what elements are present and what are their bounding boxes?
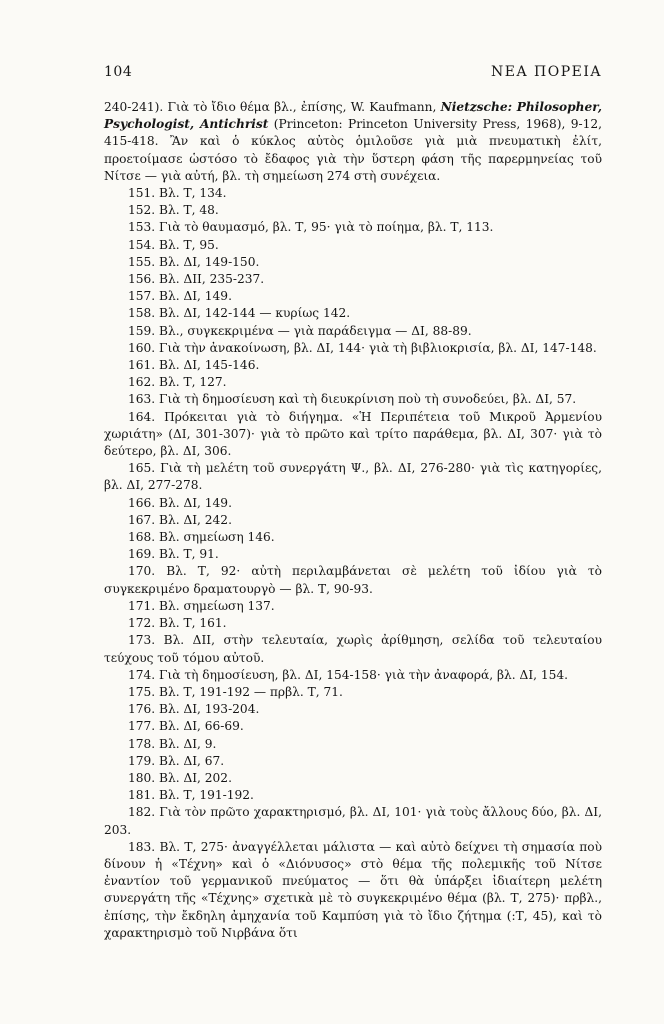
footnote: 178. Βλ. ΔΙ, 9. xyxy=(128,736,217,751)
footnote: 166. Βλ. ΔΙ, 149. xyxy=(128,495,232,510)
footnote: 173. Βλ. ΔΙΙ, στὴν τελευταία, χωρὶς ἀρίθμηση, σελίδα τοῦ τελευταίου τεύχους τοῦ τόμου αὐτοῦ. xyxy=(104,633,602,665)
running-header xyxy=(104,64,602,84)
footnote: 169. Βλ. Τ, 91. xyxy=(128,547,219,562)
journal-title: ΝΕΑ ΠΟΡΕΙΑ xyxy=(491,64,602,80)
footnote: 181. Βλ. Τ, 191-192. xyxy=(128,788,254,803)
footnote: 152. Βλ. Τ, 48. xyxy=(128,203,219,218)
footnote: 158. Βλ. ΔΙ, 142-144 — κυρίως 142. xyxy=(128,306,351,321)
page-number: 104 xyxy=(104,64,133,80)
footnote: 176. Βλ. ΔΙ, 193-204. xyxy=(128,702,260,717)
footnote: 179. Βλ. ΔΙ, 67. xyxy=(128,753,225,768)
footnote: 156. Βλ. ΔΙΙ, 235-237. xyxy=(128,272,265,287)
footnote: 165. Γιὰ τὴ μελέτη τοῦ συνεργάτη Ψ., βλ. ΔΙ, 276-280· γιὰ τὶς κατηγορίες, βλ. ΔΙ, 277-278. xyxy=(104,461,602,493)
continued-note-text-2: (Princeton: Princeton University Press, 1968), 9-12, 415-418. Ἂν καὶ ὁ κύκλος αὐτὸς ὁμιλοῦσε γιὰ μιὰ πνευματικὴ ἐλίτ, προετοίμασε ὡστόσο τὸ ἔδαφος γιὰ τὴν ὕστερη φάση τῆς παρερμηνείας τοῦ Νίτσε — γιὰ αὐτή, βλ. τὴ σημείωση 274 στὴ συνέχεια. xyxy=(104,117,603,183)
footnote: 171. Βλ. σημείωση 137. xyxy=(128,598,275,613)
footnote: 183. Βλ. Τ, 275· ἀναγγέλλεται μάλιστα — καὶ αὐτὸ δείχνει τὴ σημασία ποὺ δίνουν ἡ «Τέχνη» καὶ ὁ «Διόνυσος» στὸ θέμα τῆς πολεμικῆς τοῦ Νίτσε ἐναντίον τοῦ γερμανικοῦ πνεύματος — ὅτι θὰ ὑπάρξει ἰδιαίτερη μελέτη συνεργάτη τῆς «Τέχνης» σχετικὰ μὲ τὸ συγκεκριμένο θέμα (βλ. Τ, 275)· πρβλ., ἐπίσης, τὴν ἔκδηλη ἀμηχανία τοῦ Καμπύση γιὰ τὸ ἴδιο ζήτημα (:Τ, 45), καὶ τὸ χαρακτηρισμὸ τοῦ Νιρβάνα ὅτι xyxy=(104,839,602,940)
footnotes-body xyxy=(104,99,602,942)
footnote: 170. Βλ. Τ, 92· αὐτὴ περιλαμβάνεται σὲ μελέτη τοῦ ἰδίου γιὰ τὸ συγκεκριμένο δραματουργὸ — βλ. Τ, 90-93. xyxy=(104,564,602,596)
footnote: 177. Βλ. ΔΙ, 66-69. xyxy=(128,719,244,734)
footnote: 154. Βλ. Τ, 95. xyxy=(128,237,219,252)
continued-note-text-1: 240-241). Γιὰ τὸ ἴδιο θέμα βλ., ἐπίσης, W. Kaufmann, xyxy=(104,100,441,114)
footnote: 168. Βλ. σημείωση 146. xyxy=(128,530,275,545)
footnote: 175. Βλ. Τ, 191-192 — πρβλ. Τ, 71. xyxy=(128,684,343,699)
footnote: 159. Βλ., συγκεκριμένα — γιὰ παράδειγμα — ΔΙ, 88-89. xyxy=(128,323,472,338)
footnote: 151. Βλ. Τ, 134. xyxy=(128,186,227,201)
footnote: 180. Βλ. ΔΙ, 202. xyxy=(128,770,232,785)
footnote: 174. Γιὰ τὴ δημοσίευση, βλ. ΔΙ, 154-158· γιὰ τὴν ἀναφορά, βλ. ΔΙ, 154. xyxy=(128,667,569,682)
footnote: 172. Βλ. Τ, 161. xyxy=(128,616,227,631)
footnote: 153. Γιὰ τὸ θαυμασμό, βλ. Τ, 95· γιὰ τὸ ποίημα, βλ. Τ, 113. xyxy=(128,220,494,235)
notes-list xyxy=(104,185,602,942)
footnote: 157. Βλ. ΔΙ, 149. xyxy=(128,289,232,304)
book-title-italic: Nietzsche: Philosopher, Psychologist, Antichrist xyxy=(104,100,603,132)
continued-note xyxy=(104,99,602,185)
footnote: 161. Βλ. ΔΙ, 145-146. xyxy=(128,358,260,373)
footnote: 160. Γιὰ τὴν ἀνακοίνωση, βλ. ΔΙ, 144· γιὰ τὴ βιβλιοκρισία, βλ. ΔΙ, 147-148. xyxy=(128,340,597,355)
footnote: 155. Βλ. ΔΙ, 149-150. xyxy=(128,254,260,269)
footnote: 163. Γιὰ τὴ δημοσίευση καὶ τὴ διευκρίνιση ποὺ τὴ συνοδεύει, βλ. ΔΙ, 57. xyxy=(128,392,577,407)
footnote: 164. Πρόκειται γιὰ τὸ διήγημα. «Ἡ Περιπέτεια τοῦ Μικροῦ Ἀρμενίου χωριάτη» (ΔΙ, 301-307)· γιὰ τὸ πρῶτο καὶ τρίτο παράθεμα, βλ. ΔΙ, 307· γιὰ τὸ δεύτερο, βλ. ΔΙ, 306. xyxy=(104,409,602,459)
footnote: 162. Βλ. Τ, 127. xyxy=(128,375,227,390)
footnote: 167. Βλ. ΔΙ, 242. xyxy=(128,512,232,527)
footnote: 182. Γιὰ τὸν πρῶτο χαρακτηρισμό, βλ. ΔΙ, 101· γιὰ τοὺς ἄλλους δύο, βλ. ΔΙ, 203. xyxy=(104,805,602,837)
